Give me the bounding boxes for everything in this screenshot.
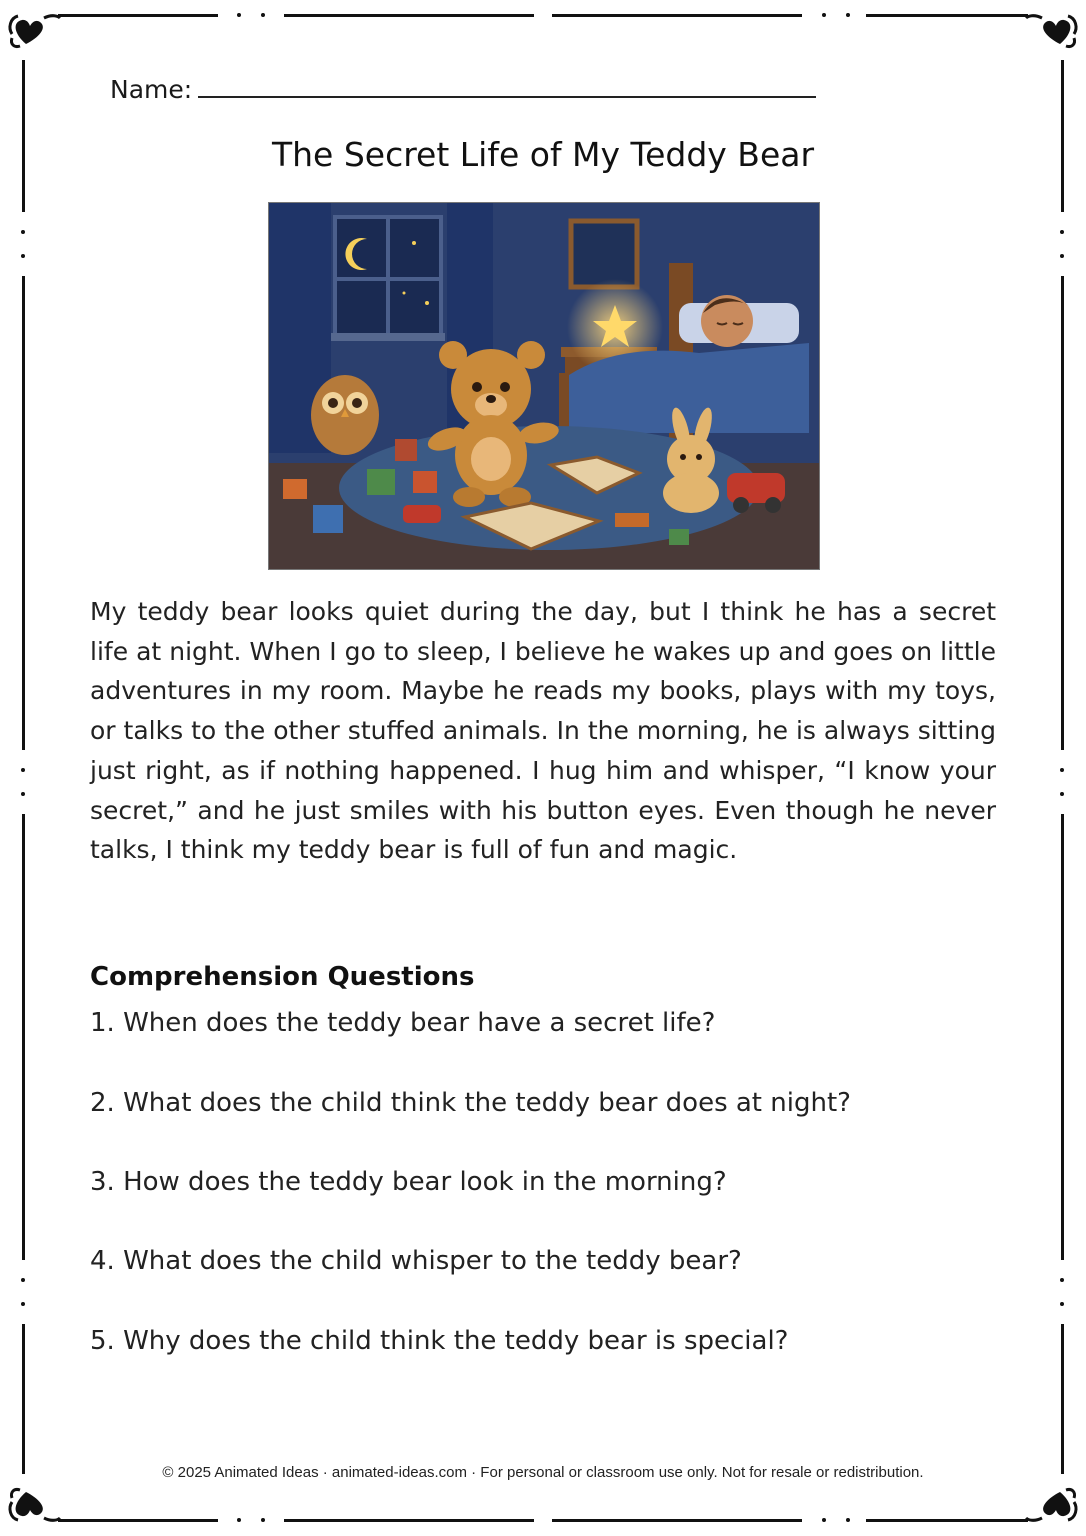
question-item: 5. Why does the child think the teddy bear is special? — [90, 1326, 789, 1356]
border-left-line — [22, 276, 25, 750]
border-dot — [21, 792, 25, 796]
border-dot — [21, 230, 25, 234]
corner-heart-flourish-icon — [4, 1472, 64, 1532]
corner-heart-flourish-icon — [4, 4, 64, 64]
questions-heading: Comprehension Questions — [90, 962, 475, 992]
reading-passage: My teddy bear looks quiet during the day, but I think he has a secret life at night. When I go to sleep, I believe he wakes up and goes on little adventures in my room. Maybe he reads my books, plays with my toys, or talks to the other stuffed animals. In the morning, he is always sitting just right, as if nothing happened. I hug him and whisper, “I know your secret,” and he just smiles with his button eyes. Even though he never talks, I think my teddy bear is full of fun and magic. — [90, 597, 996, 865]
border-left-line — [22, 1324, 25, 1474]
border-dot — [846, 1518, 850, 1522]
name-label: Name: — [110, 75, 193, 104]
border-top-right-line — [866, 14, 1028, 17]
border-bottom-mid-line — [284, 1519, 534, 1522]
border-top-mid-line — [552, 14, 802, 17]
question-item: 1. When does the teddy bear have a secret life? — [90, 1008, 716, 1038]
corner-heart-flourish-icon — [1022, 1472, 1082, 1532]
border-right-line — [1061, 276, 1064, 750]
border-dot — [237, 13, 241, 17]
corner-heart-flourish-icon — [1022, 4, 1082, 64]
border-dot — [1060, 1302, 1064, 1306]
question-item: 2. What does the child think the teddy bear does at night? — [90, 1088, 851, 1118]
question-item: 4. What does the child whisper to the teddy bear? — [90, 1246, 742, 1276]
border-dot — [822, 13, 826, 17]
border-dot — [1060, 792, 1064, 796]
copyright-footer: © 2025 Animated Ideas · animated-ideas.com · For personal or classroom use only. Not for resale or redistribution. — [162, 1464, 924, 1481]
border-right-line — [1061, 1324, 1064, 1474]
border-bottom-right-line — [866, 1519, 1028, 1522]
border-top-left-line — [58, 14, 218, 17]
worksheet-title: The Secret Life of My Teddy Bear — [271, 135, 815, 174]
border-dot — [21, 254, 25, 258]
border-dot — [21, 1302, 25, 1306]
border-bottom-mid-line — [552, 1519, 802, 1522]
border-dot — [1060, 1278, 1064, 1282]
border-dot — [261, 1518, 265, 1522]
border-bottom-left-line — [58, 1519, 218, 1522]
bedroom-scene-image — [269, 203, 819, 569]
border-dot — [846, 13, 850, 17]
question-item: 3. How does the teddy bear look in the morning? — [90, 1167, 727, 1197]
border-dot — [1060, 768, 1064, 772]
name-underline[interactable] — [198, 74, 816, 98]
border-dot — [822, 1518, 826, 1522]
border-dot — [21, 768, 25, 772]
border-dot — [1060, 230, 1064, 234]
border-right-line — [1061, 814, 1064, 1260]
bedroom-night-illustration — [268, 202, 820, 570]
border-dot — [237, 1518, 241, 1522]
border-top-mid-line — [284, 14, 534, 17]
border-dot — [1060, 254, 1064, 258]
border-dot — [21, 1278, 25, 1282]
border-dot — [261, 13, 265, 17]
name-field[interactable] — [110, 74, 816, 104]
border-left-line — [22, 814, 25, 1260]
